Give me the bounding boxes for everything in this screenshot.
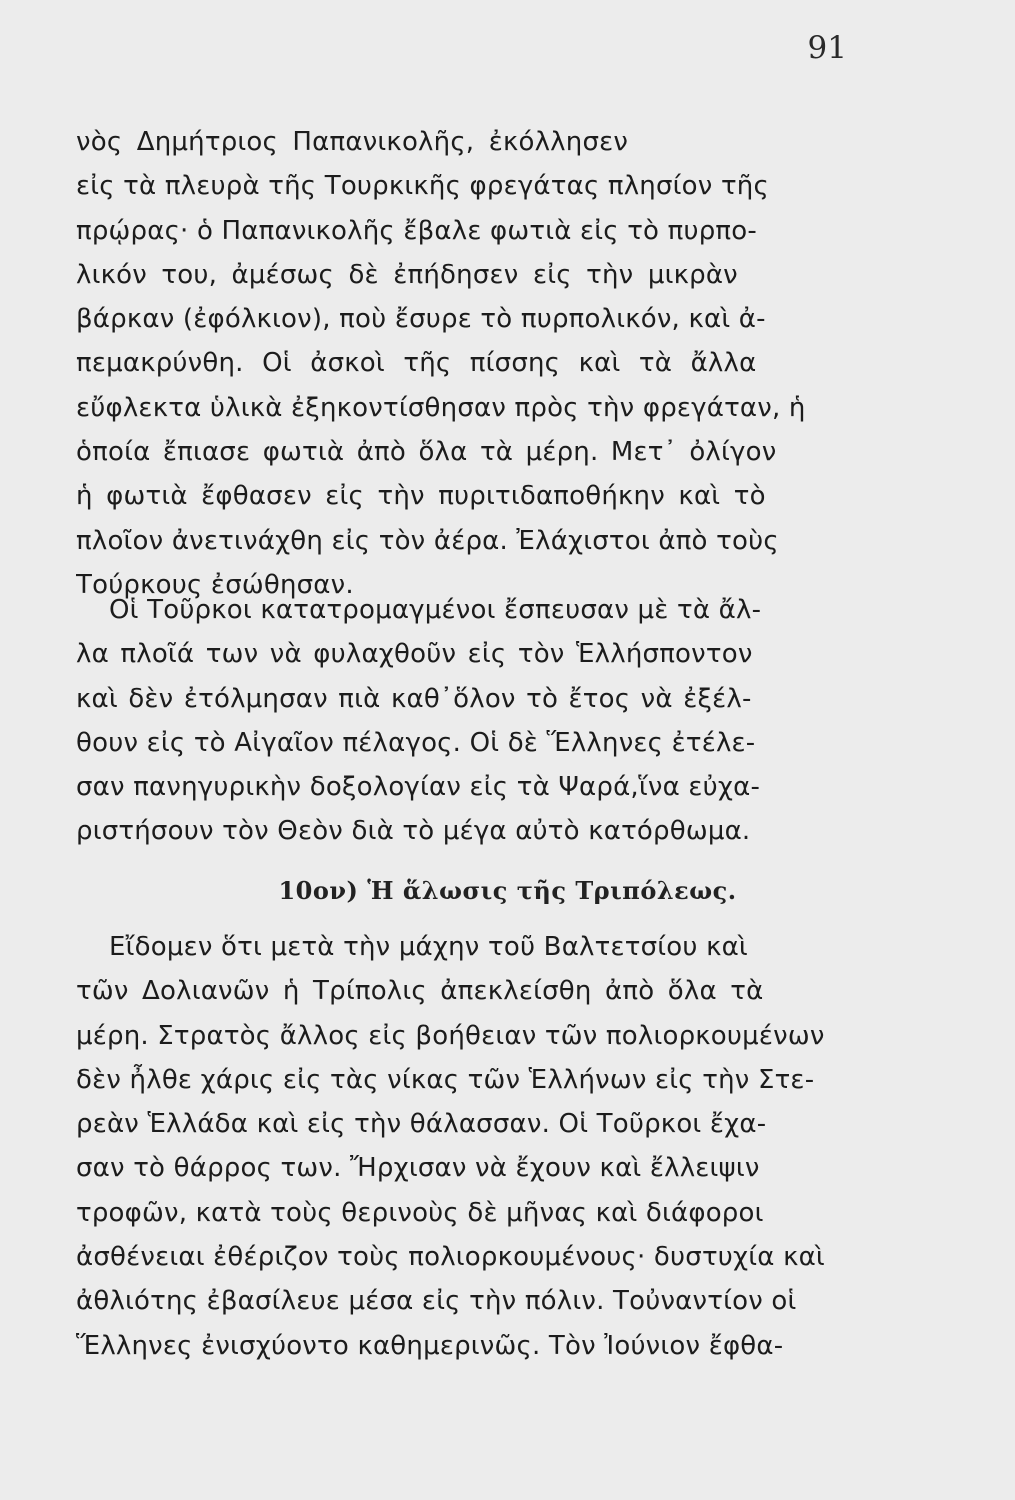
text-line: εὔφλεκτα ὑλικὰ ἐξηκοντίσθησαν πρὸς τὴν φρεγάταν, ἡ [76, 392, 806, 423]
text-line: λα πλοῖά των νὰ φυλαχθοῦν εἰς τὸν Ἑλλήσποντον [76, 639, 753, 670]
text-line: ἡ φωτιὰ ἔφθασεν εἰς τὴν πυριτιδαποθήκην καὶ τὸ [76, 481, 766, 512]
text-line: σαν τὸ θάρρος των. Ἤρχισαν νὰ ἔχουν καὶ ἔλλειψιν [76, 1153, 760, 1184]
text-line: καὶ δὲν ἐτόλμησαν πιὰ καθ᾽ὅλον τὸ ἔτος νὰ ἐξέλ- [76, 683, 752, 714]
text-line: λικόν του, ἀμέσως δὲ ἐπήδησεν εἰς τὴν μικρὰν [76, 259, 738, 290]
text-line: τροφῶν, κατὰ τοὺς θερινοὺς δὲ μῆνας καὶ διάφοροι [76, 1197, 764, 1228]
paragraph-1 [76, 120, 891, 607]
text-line: θουν εἰς τὸ Αἰγαῖον πέλαγος. Οἱ δὲ Ἕλληνες ἐτέλε- [76, 727, 756, 758]
text-line: βάρκαν (ἐφόλκιον), ποὺ ἔσυρε τὸ πυρπολικόν, καὶ ἀ- [76, 304, 766, 335]
text-line: ὁποία ἔπιασε φωτιὰ ἀπὸ ὅλα τὰ μέρη. Μετ᾽ ὀλίγον [76, 437, 777, 468]
text-line: νὸς Δημήτριος Παπανικολῆς, ἐκόλλησεν [76, 127, 629, 157]
text-line: Οἱ Τοῦρκοι κατατρομαγμένοι ἔσπευσαν μὲ τὰ ἄλ- [109, 595, 762, 625]
text-line: Εἴδομεν ὅτι μετὰ τὴν μάχην τοῦ Βαλτετσίου καὶ [109, 932, 748, 962]
text-line: τῶν Δολιανῶν ἡ Τρίπολις ἀπεκλείσθη ἀπὸ ὅλα τὰ [76, 976, 764, 1007]
text-line: δὲν ἦλθε χάρις εἰς τὰς νίκας τῶν Ἑλλήνων εἰς τὴν Στε- [76, 1064, 815, 1095]
text-line: ἀθλιότης ἐβασίλευε μέσα εἰς τὴν πόλιν. Τοὐναντίον οἱ [76, 1286, 797, 1317]
text-line: Τούρκους ἐσώθησαν. [76, 569, 354, 600]
text-line: Ἕλληνες ἐνισχύοντο καθημερινῶς. Τὸν Ἰούνιον ἔφθα- [76, 1330, 784, 1361]
text-line: μέρη. Στρατὸς ἄλλος εἰς βοήθειαν τῶν πολιορκουμένων [76, 1020, 825, 1051]
text-line: πεμακρύνθη. Οἱ ἀσκοὶ τῆς πίσσης καὶ τὰ ἄλλα [76, 348, 757, 379]
text-line: πρῴρας· ὁ Παπανικολῆς ἔβαλε φωτιὰ εἰς τὸ πυρπο- [76, 215, 757, 246]
text-line: εἰς τὰ πλευρὰ τῆς Τουρκικῆς φρεγάτας πλησίον τῆς [76, 171, 769, 202]
text-line: ἀσθένειαι ἐθέριζον τοὺς πολιορκουμένους· δυστυχία καὶ [76, 1242, 825, 1273]
text-line: ριστήσουν τὸν Θεὸν διὰ τὸ μέγα αὐτὸ κατόρθωμα. [76, 816, 751, 847]
text-line: ρεὰν Ἑλλάδα καὶ εἰς τὴν θάλασσαν. Οἱ Τοῦρκοι ἔχα- [76, 1109, 767, 1140]
page-number: 91 [807, 30, 847, 66]
paragraph-2 [76, 588, 891, 854]
section-heading: 10ον) Ἡ ἅλωσις τῆς Τριπόλεως. [278, 876, 737, 905]
text-line: πλοῖον ἀνετινάχθη εἰς τὸν ἀέρα. Ἐλάχιστοι ἀπὸ τοὺς [76, 525, 779, 556]
paragraph-3 [76, 925, 891, 1368]
text-line: σαν πανηγυρικὴν δοξολογίαν εἰς τὰ Ψαρά,ἵνα εὐχα- [76, 772, 761, 803]
